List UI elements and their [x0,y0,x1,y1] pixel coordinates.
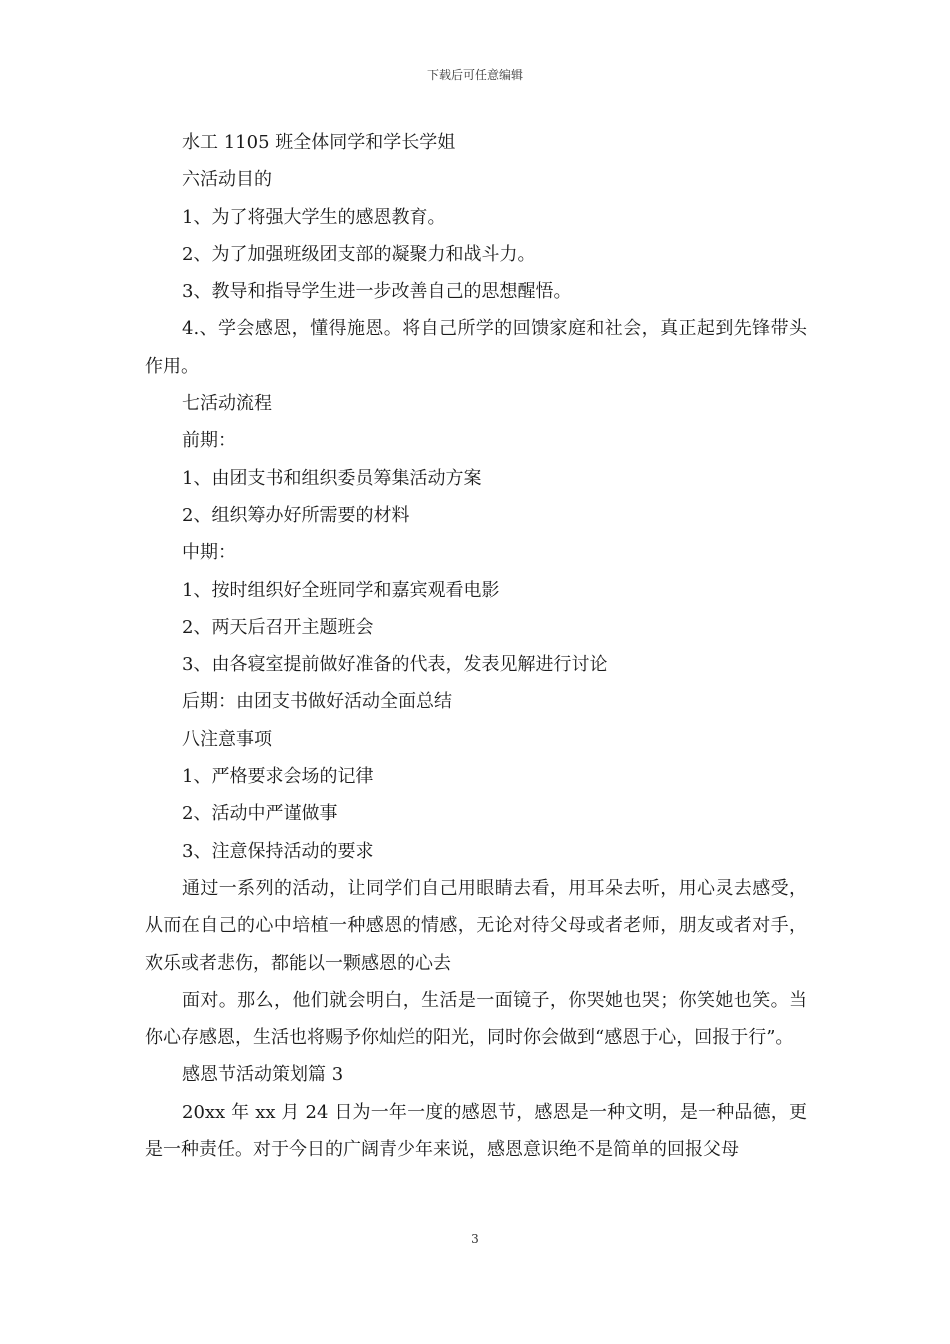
heading-activity-purpose: 六活动目的 [182,169,272,191]
heading-activity-process: 七活动流程 [182,393,272,415]
document-body [145,124,807,1168]
page-header: 下载后可任意编辑 [426,68,523,82]
middle-item-2: 2、两天后召开主题班会 [182,616,374,638]
paragraph-thanksgiving-intro: 20xx 年 xx 月 24 日为一年一度的感恩节，感恩是一种文明，是一种品德，更是一种责任。对于今日的广阔青少年来说，感恩意识绝不是简单的回报父母 [145,1101,807,1161]
early-item-1: 1、由团支书和组织委员筹集活动方案 [182,467,482,489]
phase-early-label: 前期： [182,430,236,452]
purpose-item-1: 1、为了将强大学生的感恩教育。 [182,206,446,228]
purpose-item-2: 2、为了加强班级团支部的凝聚力和战斗力。 [182,243,536,265]
paragraph-summary: 通过一系列的活动，让同学们自己用眼睛去看，用耳朵去听，用心灵去感受，从而在自己的心中培植一种感恩的情感，无论对待父母或者老师，朋友或者对手，欢乐或者悲伤，都能以一颗感恩的心去 [145,877,807,974]
phase-late: 后期：由团支书做好活动全面总结 [182,691,452,713]
note-item-2: 2、活动中严谨做事 [182,803,338,825]
paragraph-conclusion: 面对。那么，他们就会明白，生活是一面镜子，你哭她也哭；你笑她也笑。当你心存感恩，生活也将赐予你灿烂的阳光，同时你会做到“感恩于心，回报于行”。 [145,989,807,1049]
purpose-item-4: 4.、学会感恩，懂得施恩。将自己所学的回馈家庭和社会，真正起到先锋带头作用。 [145,318,807,377]
purpose-item-3: 3、教导和指导学生进一步改善自己的思想醒悟。 [182,281,572,303]
early-item-2: 2、组织筹办好所需要的材料 [182,504,410,526]
phase-middle-label: 中期： [182,542,236,564]
middle-item-1: 1、按时组织好全班同学和嘉宾观看电影 [182,579,500,601]
note-item-3: 3、注意保持活动的要求 [182,840,374,862]
note-item-1: 1、严格要求会场的记律 [182,766,374,788]
heading-notes: 八注意事项 [182,728,272,750]
middle-item-3: 3、由各寝室提前做好准备的代表，发表见解进行讨论 [182,654,608,676]
page-number: 3 [471,1232,479,1246]
paragraph-recipients: 水工 1105 班全体同学和学长学姐 [182,132,456,153]
heading-plan-3: 感恩节活动策划篇 3 [182,1064,344,1086]
